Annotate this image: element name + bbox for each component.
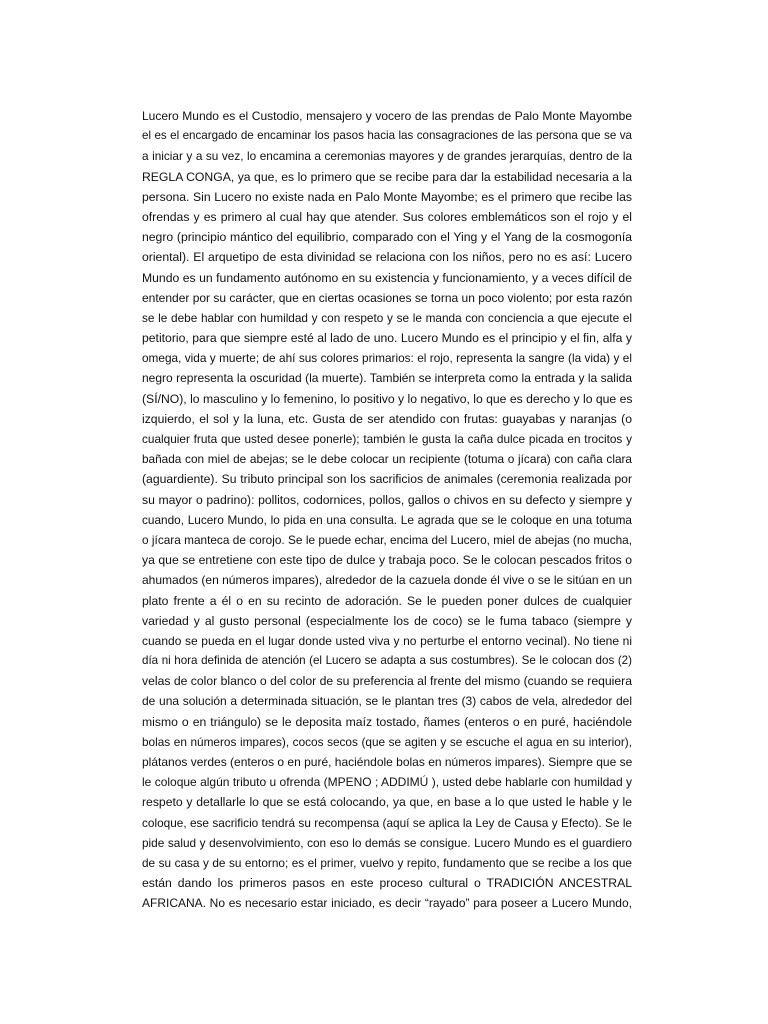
text-line: ya que se entretiene con este tipo de dulce y trabaja poco. Se le colocan pescados fritos o bbox=[142, 553, 632, 568]
text-line: Mundo es un fundamento autónomo en su existencia y funcionamiento, y a veces difícil de bbox=[142, 270, 632, 285]
text-line: pide salud y desenvolvimiento, con eso lo demás se consigue. Lucero Mundo es el guardiero bbox=[142, 835, 632, 850]
text-line: o jícara manteca de corojo. Se le puede echar, encima del Lucero, miel de abejas (no mucha, bbox=[142, 532, 632, 547]
text-line: variedad y al gusto personal (especialmente los de coco) se le fuma tabaco (siempre y bbox=[142, 613, 632, 628]
text-line: de una solución a determinada situación, se le plantan tres (3) cabos de vela, alrededor del bbox=[142, 694, 632, 709]
text-line: cualquier fruta que usted desee ponerle); también le gusta la caña dulce picada en trocitos y bbox=[142, 432, 632, 446]
text-line: negro (principio mántico del equilibrio, comparado con el Ying y el Yang de la cosmogonía bbox=[142, 230, 632, 245]
text-line: el es el encargado de encaminar los pasos hacia las consagraciones de las persona que se va bbox=[142, 129, 632, 143]
text-line: ofrendas y es primero al cual hay que atender. Sus colores emblemáticos son el rojo y el bbox=[142, 209, 632, 224]
text-line: bolas en números impares), cocos secos (que se agiten y se escuche el agua en su interior), bbox=[142, 734, 632, 749]
text-line: se le debe hablar con humildad y con respeto y se le manda con conciencia a que ejecute el bbox=[142, 310, 632, 325]
text-line: ahumados (en números impares), alrededor de la cazuela donde él vive o se le sitúan en un bbox=[142, 573, 632, 588]
body-paragraph bbox=[142, 106, 632, 914]
text-line: cuando se pueda en el lugar donde usted viva y no perturbe el entorno vecinal). No tiene ni bbox=[142, 633, 632, 648]
text-line: izquierdo, el sol y la luna, etc. Gusta de ser atendido con frutas: guayabas y naranjas (o bbox=[142, 411, 632, 426]
text-line: plato frente a él o en su recinto de adoración. Se le pueden poner dulces de cualquier bbox=[142, 593, 632, 608]
text-line: omega, vida y muerte; de ahí sus colores primarios: el rojo, representa la sangre (la vida) y el bbox=[142, 351, 632, 366]
text-line: REGLA CONGA, ya que, es lo primero que se recibe para dar la estabilidad necesaria a la bbox=[142, 169, 632, 184]
text-line: bañada con miel de abejas; se le debe colocar un recipiente (totuma o jícara) con caña clara bbox=[142, 452, 632, 467]
text-line: entender por su carácter, que en ciertas ocasiones se torna un poco violento; por esta razón bbox=[142, 290, 633, 305]
text-line: velas de color blanco o del color de su preferencia al frente del mismo (cuando se requiera bbox=[142, 674, 632, 689]
text-line: negro representa la oscuridad (la muerte). También se interpreta como la entrada y la salida bbox=[142, 371, 632, 386]
text-line: oriental). El arquetipo de esta divinidad se relaciona con los niños, pero no es así: Lucero bbox=[142, 250, 632, 265]
text-line: a iniciar y a su vez, lo encamina a ceremonias mayores y de grandes jerarquías, dentro de la bbox=[142, 149, 632, 164]
text-line: petitorio, para que siempre esté al lado de uno. Lucero Mundo es el principio y el fin, alfa y bbox=[142, 331, 632, 346]
text-line: le coloque algún tributo u ofrenda (MPENO ; ADDIMÚ ), usted debe hablarle con humildad y bbox=[142, 775, 632, 790]
text-line: coloque, ese sacrificio tendrá su recompensa (aquí se aplica la Ley de Causa y Efecto). Se le bbox=[142, 815, 632, 830]
text-line: persona. Sin Lucero no existe nada en Palo Monte Mayombe; es el primero que recibe las bbox=[142, 189, 632, 204]
text-line: cuando, Lucero Mundo, lo pida en una consulta. Le agrada que se le coloque en una totuma bbox=[142, 512, 632, 527]
text-line: plátanos verdes (enteros o en puré, haciéndole bolas en números impares). Siempre que se bbox=[142, 755, 633, 769]
text-line: su mayor o padrino): pollitos, codornices, pollos, gallos o chivos en su defecto y siempre y bbox=[142, 492, 632, 507]
text-line: día ni hora definida de atención (el Lucero se adapta a sus costumbres). Se le colocan dos (2) bbox=[142, 654, 632, 668]
text-line: (SÍ/NO), lo masculino y lo femenino, lo positivo y lo negativo, lo que es derecho y lo que es bbox=[142, 391, 633, 406]
text-line: mismo o en triángulo) se le deposita maíz tostado, ñames (enteros o en puré, haciéndole bbox=[142, 714, 632, 729]
text-line: AFRICANA. No es necesario estar iniciado, es decir “rayado” para poseer a Lucero Mundo, bbox=[142, 896, 632, 911]
text-line: Lucero Mundo es el Custodio, mensajero y vocero de las prendas de Palo Monte Mayombe bbox=[142, 109, 632, 123]
text-line: de su casa y de su entorno; es el primer, vuelvo y repito, fundamento que se recibe a los que bbox=[142, 855, 632, 870]
text-line: están dando los primeros pasos en este proceso cultural o TRADICIÓN ANCESTRAL bbox=[142, 876, 632, 891]
text-line: (aguardiente). Su tributo principal son los sacrificios de animales (ceremonia realizada por bbox=[142, 472, 632, 487]
text-line: respeto y detallarle lo que se está colocando, ya que, en base a lo que usted le hable y le bbox=[142, 795, 632, 810]
